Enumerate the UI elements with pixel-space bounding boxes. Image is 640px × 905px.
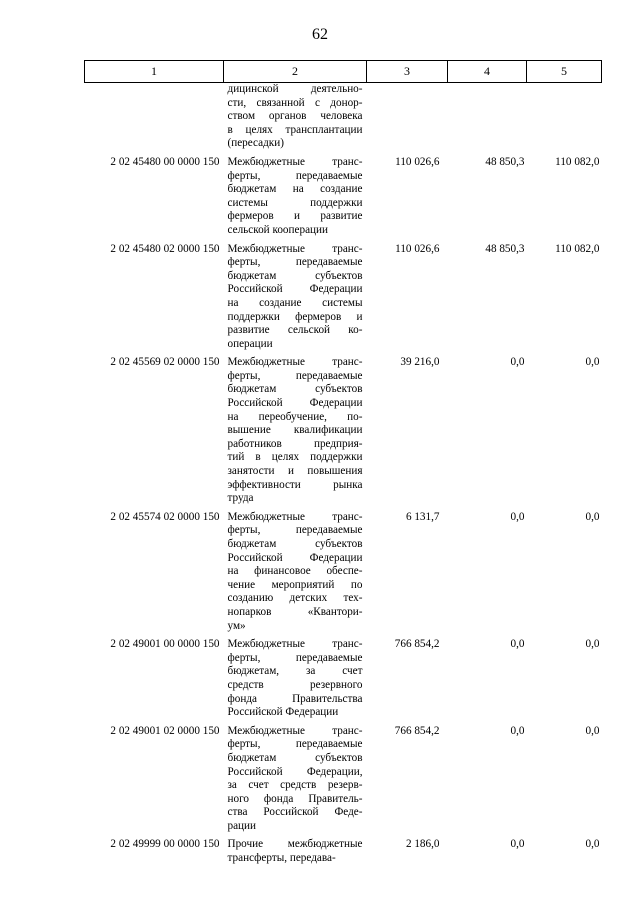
budget-description: [224, 838, 367, 870]
amount-col-3: 110 026,6: [395, 242, 440, 255]
amount-col-4: 48 850,3: [485, 242, 525, 255]
table-body: [85, 83, 602, 871]
amount-col-3: 766 854,2: [394, 638, 440, 651]
amount-col-3: 6 131,7: [405, 510, 440, 523]
description-line: системы поддержки: [227, 196, 363, 209]
budget-code: 2 02 49999 00 0000 150: [110, 838, 220, 851]
description-line: операции: [227, 337, 273, 350]
description-line: поддержки фермеров и: [227, 310, 363, 323]
description-line: ферты, передаваемые: [227, 524, 363, 537]
column-header-4: 4: [448, 61, 527, 83]
amount-col-3: 2 186,0: [405, 838, 440, 851]
budget-description: [224, 356, 367, 511]
description-line: ферты, передаваемые: [227, 651, 363, 664]
budget-table: [84, 60, 602, 871]
description-line: ферты, передаваемые: [227, 369, 363, 382]
amount-col-3: [367, 83, 448, 156]
description-line: ного фонда Правитель-: [227, 792, 363, 805]
budget-code: [85, 83, 224, 156]
amount-col-5: 0,0: [585, 510, 600, 523]
column-header-1: 1: [85, 61, 224, 83]
description-line: ферты, передаваемые: [227, 169, 363, 182]
description-line: на финансовое обеспе-: [227, 565, 363, 578]
description-line: бюджетам субъектов: [227, 269, 363, 282]
amount-col-5: 0,0: [585, 724, 600, 737]
table-row: [85, 83, 602, 156]
table-row: [85, 156, 602, 243]
description-line: (пересадки): [227, 137, 284, 150]
description-line: Российской Федерации: [227, 706, 339, 719]
description-line: Российской Федерации,: [227, 765, 363, 778]
table-row: [85, 356, 602, 511]
description-line: вышение квалификации: [227, 424, 363, 437]
description-line: сти, связанной с донор-: [227, 96, 363, 109]
description-line: в целях трансплантации: [227, 123, 363, 136]
column-header-5: 5: [527, 61, 602, 83]
description-line: трансферты, передава-: [227, 852, 336, 865]
description-line: фонда Правительства: [227, 692, 363, 705]
description-line: ум»: [227, 619, 246, 632]
description-line: ством органов человека: [227, 110, 363, 123]
budget-code: 2 02 49001 00 0000 150: [110, 638, 220, 651]
amount-col-4: 0,0: [510, 510, 525, 523]
budget-description: [224, 638, 367, 725]
description-line: эффективности рынка: [227, 478, 363, 491]
budget-description: [224, 156, 367, 243]
description-line: Прочие межбюджетные: [227, 838, 363, 851]
amount-col-5: [527, 83, 602, 156]
budget-description: [224, 83, 367, 156]
description-line: бюджетам, за счет: [227, 665, 363, 678]
amount-col-3: 39 216,0: [400, 356, 440, 369]
description-line: тий в целях поддержки: [227, 451, 363, 464]
amount-col-5: 0,0: [585, 838, 600, 851]
budget-description: [224, 511, 367, 638]
description-line: ферты, передаваемые: [227, 256, 363, 269]
amount-col-3: 110 026,6: [395, 155, 440, 168]
description-line: на создание системы: [227, 296, 363, 309]
amount-col-4: 48 850,3: [485, 155, 525, 168]
description-line: созданию детских тех-: [227, 592, 363, 605]
budget-code: 2 02 45480 02 0000 150: [110, 242, 220, 255]
description-line: дицинской деятельно-: [227, 83, 363, 95]
description-line: нопарков «Квантори-: [227, 605, 363, 618]
description-line: на переобучение, по-: [227, 410, 363, 423]
description-line: бюджетам субъектов: [227, 751, 363, 764]
amount-col-4: [448, 83, 527, 156]
description-line: бюджетам субъектов: [227, 538, 363, 550]
description-line: ства Российской Феде-: [227, 806, 363, 819]
description-line: Межбюджетные транс-: [227, 155, 363, 168]
description-line: за счет средств резерв-: [227, 779, 363, 792]
amount-col-4: 0,0: [510, 724, 525, 737]
description-line: ферты, передаваемые: [227, 738, 363, 751]
amount-col-5: 110 082,0: [555, 242, 600, 255]
amount-col-5: 0,0: [585, 356, 600, 369]
description-line: Межбюджетные транс-: [227, 638, 363, 651]
amount-col-3: 766 854,2: [394, 724, 440, 737]
description-line: Российской Федерации: [227, 397, 363, 410]
description-line: занятости и повышения: [227, 465, 363, 478]
budget-code: 2 02 45569 02 0000 150: [110, 356, 220, 369]
amount-col-4: 0,0: [510, 638, 525, 651]
amount-col-4: 0,0: [510, 356, 525, 369]
description-line: чение мероприятий по: [227, 578, 363, 591]
table-row: [85, 725, 602, 839]
description-line: работников предприя-: [227, 437, 363, 450]
budget-code: 2 02 49001 02 0000 150: [110, 724, 220, 737]
page-number: 62: [312, 26, 328, 43]
description-line: развитие сельской ко-: [227, 324, 363, 337]
description-line: бюджетам субъектов: [227, 383, 363, 396]
table-row: [85, 638, 602, 725]
description-line: фермеров и развитие: [227, 210, 363, 223]
budget-code: 2 02 45480 00 0000 150: [110, 155, 220, 168]
table-row: [85, 243, 602, 357]
budget-description: [224, 725, 367, 839]
table-row: [85, 838, 602, 870]
budget-code: 2 02 45574 02 0000 150: [110, 510, 220, 523]
amount-col-4: 0,0: [510, 838, 525, 851]
description-line: средств резервного: [227, 678, 363, 691]
description-line: труда: [227, 492, 254, 505]
description-line: сельской кооперации: [227, 223, 328, 236]
description-line: Межбюджетные транс-: [227, 242, 363, 255]
column-header-2: 2: [224, 61, 367, 83]
description-line: Российской Федерации: [227, 551, 363, 564]
description-line: Межбюджетные транс-: [227, 724, 363, 737]
amount-col-5: 110 082,0: [555, 155, 600, 168]
description-line: Межбюджетные транс-: [227, 356, 363, 369]
description-line: Межбюджетные транс-: [227, 510, 363, 523]
description-line: Российской Федерации: [227, 283, 363, 296]
table-header-row: [85, 61, 602, 83]
description-line: бюджетам на создание: [227, 183, 363, 196]
column-header-3: 3: [367, 61, 448, 83]
amount-col-5: 0,0: [585, 638, 600, 651]
description-line: рации: [227, 819, 257, 832]
table-row: [85, 511, 602, 638]
budget-description: [224, 243, 367, 357]
